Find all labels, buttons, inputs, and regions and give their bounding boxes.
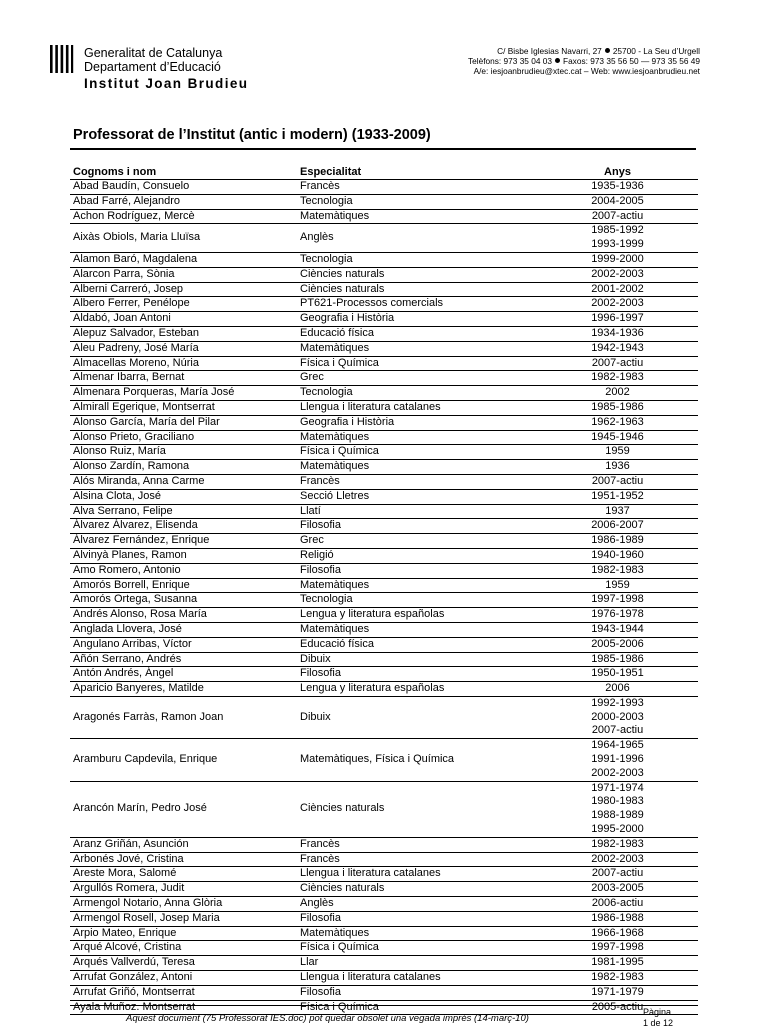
teacher-name: Alonso Prieto, Graciliano bbox=[70, 430, 297, 445]
teacher-name: Álvarez Álvarez, Elisenda bbox=[70, 519, 297, 534]
teacher-name: Aranz Griñán, Asunción bbox=[70, 837, 297, 852]
table-row bbox=[70, 911, 698, 926]
year-range: 2005-2006 bbox=[591, 637, 644, 650]
teacher-years bbox=[537, 739, 698, 781]
year-range: 1959 bbox=[605, 578, 630, 591]
teacher-name: Abad Farré, Alejandro bbox=[70, 194, 297, 209]
teacher-name: Andrés Alonso, Rosa María bbox=[70, 608, 297, 623]
table-row bbox=[70, 297, 698, 312]
teacher-years bbox=[537, 297, 698, 312]
year-range: 1982-1983 bbox=[591, 371, 644, 384]
teacher-years bbox=[537, 548, 698, 563]
teacher-specialty: Filosofia bbox=[297, 667, 537, 682]
teacher-name: Aldabó, Joan Antoni bbox=[70, 312, 297, 327]
year-range: 1943-1944 bbox=[591, 622, 644, 635]
teacher-specialty: Tecnologia bbox=[297, 194, 537, 209]
teacher-name: Alarcon Parra, Sònia bbox=[70, 267, 297, 282]
teacher-years bbox=[537, 267, 698, 282]
table-row bbox=[70, 267, 698, 282]
year-range: 1988-1989 bbox=[591, 809, 644, 822]
year-range: 1986-1989 bbox=[591, 534, 644, 547]
table-row bbox=[70, 941, 698, 956]
teacher-specialty: Lengua y literatura españolas bbox=[297, 682, 537, 697]
teacher-years bbox=[537, 400, 698, 415]
street-address: C/ Bisbe Iglesias Navarri, 27 bbox=[497, 46, 602, 56]
teacher-specialty: Tecnologia bbox=[297, 252, 537, 267]
table-row bbox=[70, 652, 698, 667]
table-row bbox=[70, 593, 698, 608]
year-range: 2007-actiu bbox=[591, 867, 644, 880]
year-range: 1980-1983 bbox=[591, 795, 644, 808]
fax-numbers: Faxos: 973 35 56 50 — 973 35 56 49 bbox=[563, 56, 700, 67]
teacher-specialty: Dibuix bbox=[297, 696, 537, 738]
table-row bbox=[70, 400, 698, 415]
teacher-years bbox=[537, 622, 698, 637]
teacher-name: Achon Rodríguez, Mercè bbox=[70, 209, 297, 224]
year-range: 2003-2005 bbox=[591, 882, 644, 895]
teacher-name: Arancón Marín, Pedro José bbox=[70, 781, 297, 837]
year-range: 1985-1986 bbox=[591, 400, 644, 413]
teacher-years bbox=[537, 867, 698, 882]
table-row bbox=[70, 341, 698, 356]
teacher-name: Álvarez Fernández, Enrique bbox=[70, 534, 297, 549]
teacher-specialty: Llengua i literatura catalanes bbox=[297, 867, 537, 882]
teacher-years bbox=[537, 209, 698, 224]
teacher-name: Albero Ferrer, Penélope bbox=[70, 297, 297, 312]
header-specialty: Especialitat bbox=[297, 165, 537, 180]
teacher-years bbox=[537, 882, 698, 897]
year-range: 1959 bbox=[605, 445, 630, 458]
year-range: 1937 bbox=[605, 504, 630, 517]
teacher-name: Alós Miranda, Anna Carme bbox=[70, 474, 297, 489]
table-row bbox=[70, 180, 698, 195]
teacher-specialty: Matemàtiques bbox=[297, 460, 537, 475]
teacher-specialty: Educació física bbox=[297, 637, 537, 652]
year-range: 2007-actiu bbox=[591, 356, 644, 369]
teacher-name: Arpio Mateo, Enrique bbox=[70, 926, 297, 941]
table-row bbox=[70, 971, 698, 986]
teacher-specialty: Llatí bbox=[297, 504, 537, 519]
year-range: 1962-1963 bbox=[591, 415, 644, 428]
table-row bbox=[70, 194, 698, 209]
teacher-name: Arrufat González, Antoni bbox=[70, 971, 297, 986]
teacher-specialty: Filosofia bbox=[297, 563, 537, 578]
year-range: 1996-1997 bbox=[591, 312, 644, 325]
year-range: 1986-1988 bbox=[591, 911, 644, 924]
table-row bbox=[70, 489, 698, 504]
teacher-years bbox=[537, 926, 698, 941]
teacher-specialty: Física i Química bbox=[297, 445, 537, 460]
year-range: 1985-1986 bbox=[591, 652, 644, 665]
footer-divider bbox=[70, 1005, 698, 1006]
teacher-name: Alonso Zardín, Ramona bbox=[70, 460, 297, 475]
teacher-years bbox=[537, 667, 698, 682]
header-name: Cognoms i nom bbox=[70, 165, 297, 180]
teacher-years bbox=[537, 637, 698, 652]
teacher-years bbox=[537, 504, 698, 519]
teacher-specialty: Ciències naturals bbox=[297, 882, 537, 897]
org-name: Generalitat de Catalunya bbox=[84, 46, 223, 60]
year-range: 1950-1951 bbox=[591, 667, 644, 680]
table-row bbox=[70, 460, 698, 475]
year-range: 1991-1996 bbox=[591, 753, 644, 766]
teacher-years bbox=[537, 534, 698, 549]
table-row bbox=[70, 667, 698, 682]
year-range: 2007-actiu bbox=[591, 209, 644, 222]
year-range: 1976-1978 bbox=[591, 608, 644, 621]
teacher-years bbox=[537, 578, 698, 593]
teacher-specialty: Grec bbox=[297, 534, 537, 549]
teacher-name: Almenar Ibarra, Bernat bbox=[70, 371, 297, 386]
teacher-name: Alberni Carreró, Josep bbox=[70, 282, 297, 297]
teacher-name: Areste Mora, Salomé bbox=[70, 867, 297, 882]
teacher-specialty: Francès bbox=[297, 180, 537, 195]
teacher-years bbox=[537, 985, 698, 1000]
teacher-name: Argullós Romera, Judit bbox=[70, 882, 297, 897]
teacher-name: Alsina Clota, José bbox=[70, 489, 297, 504]
teacher-specialty: Llar bbox=[297, 956, 537, 971]
year-range: 2006-2007 bbox=[591, 519, 644, 532]
year-range: 1982-1983 bbox=[591, 837, 644, 850]
year-range: 2002-2003 bbox=[591, 766, 644, 779]
teacher-name: Amorós Ortega, Susanna bbox=[70, 593, 297, 608]
teacher-years bbox=[537, 682, 698, 697]
teacher-name: Amo Romero, Antonio bbox=[70, 563, 297, 578]
teacher-name: Arrufat Griñó, Montserrat bbox=[70, 985, 297, 1000]
organization-block bbox=[84, 46, 248, 91]
teacher-years bbox=[537, 563, 698, 578]
teacher-specialty: Francès bbox=[297, 852, 537, 867]
page-label: Pàgina bbox=[643, 1007, 672, 1017]
bullet-icon bbox=[555, 58, 560, 63]
table-row bbox=[70, 474, 698, 489]
teacher-years bbox=[537, 911, 698, 926]
teacher-years bbox=[537, 852, 698, 867]
teacher-years bbox=[537, 430, 698, 445]
year-range: 2002-2003 bbox=[591, 852, 644, 865]
teacher-specialty: Tecnologia bbox=[297, 386, 537, 401]
table-row bbox=[70, 867, 698, 882]
teacher-specialty: Física i Química bbox=[297, 941, 537, 956]
table-header-row bbox=[70, 165, 698, 180]
teacher-specialty: Ciències naturals bbox=[297, 267, 537, 282]
table-row bbox=[70, 386, 698, 401]
table-row bbox=[70, 371, 698, 386]
teacher-years bbox=[537, 356, 698, 371]
year-range: 1934-1936 bbox=[591, 326, 644, 339]
table-row bbox=[70, 926, 698, 941]
teacher-name: Abad Baudín, Consuelo bbox=[70, 180, 297, 195]
table-row bbox=[70, 837, 698, 852]
teacher-name: Aixàs Obiols, Maria Lluïsa bbox=[70, 224, 297, 253]
teacher-years bbox=[537, 224, 698, 253]
table-row bbox=[70, 739, 698, 781]
table-row bbox=[70, 445, 698, 460]
teacher-specialty: Anglès bbox=[297, 224, 537, 253]
teacher-name: Anglada Llovera, José bbox=[70, 622, 297, 637]
teacher-specialty: Filosofia bbox=[297, 985, 537, 1000]
teacher-specialty: Secció Lletres bbox=[297, 489, 537, 504]
year-range: 1997-1998 bbox=[591, 941, 644, 954]
year-range: 1966-1968 bbox=[591, 926, 644, 939]
address-line bbox=[468, 46, 700, 56]
table-row bbox=[70, 882, 698, 897]
year-range: 2002 bbox=[605, 386, 630, 399]
year-range: 2006-actiu bbox=[591, 897, 644, 910]
teacher-years bbox=[537, 971, 698, 986]
year-range: 1995-2000 bbox=[591, 823, 644, 836]
teacher-specialty: Anglès bbox=[297, 897, 537, 912]
table-row bbox=[70, 519, 698, 534]
teacher-years bbox=[537, 519, 698, 534]
teacher-name: Aragonés Farràs, Ramon Joan bbox=[70, 696, 297, 738]
year-range: 2007-actiu bbox=[591, 474, 644, 487]
teacher-name: Aramburu Capdevila, Enrique bbox=[70, 739, 297, 781]
year-range: 1981-1995 bbox=[591, 956, 644, 969]
teacher-specialty: Filosofia bbox=[297, 911, 537, 926]
year-range: 1940-1960 bbox=[591, 548, 644, 561]
year-range: 2002-2003 bbox=[591, 297, 644, 310]
teacher-years bbox=[537, 474, 698, 489]
teacher-specialty: Física i Química bbox=[297, 356, 537, 371]
teacher-years bbox=[537, 460, 698, 475]
year-range: 2005-actiu bbox=[591, 1000, 644, 1013]
page-count: 1 de 12 bbox=[643, 1018, 674, 1028]
year-range: 2006 bbox=[605, 682, 630, 695]
teacher-specialty: Religió bbox=[297, 548, 537, 563]
teacher-years bbox=[537, 897, 698, 912]
teacher-years bbox=[537, 386, 698, 401]
page-number bbox=[643, 1007, 673, 1029]
table-row bbox=[70, 897, 698, 912]
teacher-specialty: Matemàtiques bbox=[297, 926, 537, 941]
teacher-years bbox=[537, 696, 698, 738]
teacher-years bbox=[537, 194, 698, 209]
year-range: 2000-2003 bbox=[591, 710, 644, 723]
phone-numbers: Telèfons: 973 35 04 03 bbox=[468, 56, 552, 67]
teacher-years bbox=[537, 1000, 698, 1015]
teacher-name: Antón Andrés, Ángel bbox=[70, 667, 297, 682]
page-title: Professorat de l’Institut (antic i modern) (1933-2009) bbox=[73, 127, 431, 143]
contact-block bbox=[468, 46, 700, 77]
table-row bbox=[70, 622, 698, 637]
year-range: 1982-1983 bbox=[591, 563, 644, 576]
teacher-specialty: PT621-Processos comercials bbox=[297, 297, 537, 312]
teacher-years bbox=[537, 956, 698, 971]
table-row bbox=[70, 326, 698, 341]
teacher-specialty: Llengua i literatura catalanes bbox=[297, 400, 537, 415]
bullet-icon bbox=[605, 48, 610, 53]
teacher-name: Aparicio Banyeres, Matilde bbox=[70, 682, 297, 697]
teacher-name: Armengol Rosell, Josep Maria bbox=[70, 911, 297, 926]
teacher-years bbox=[537, 371, 698, 386]
year-range: 1999-2000 bbox=[591, 252, 644, 265]
teacher-specialty: Matemàtiques bbox=[297, 209, 537, 224]
teacher-specialty: Filosofia bbox=[297, 519, 537, 534]
teacher-name: Alamon Baró, Magdalena bbox=[70, 252, 297, 267]
teacher-specialty: Ciències naturals bbox=[297, 781, 537, 837]
teacher-specialty: Física i Química bbox=[297, 1000, 537, 1015]
table-row bbox=[70, 563, 698, 578]
year-range: 1982-1983 bbox=[591, 971, 644, 984]
teacher-years bbox=[537, 180, 698, 195]
year-range: 1951-1952 bbox=[591, 489, 644, 502]
year-range: 2007-actiu bbox=[591, 724, 644, 737]
table-row bbox=[70, 548, 698, 563]
header-years: Anys bbox=[537, 165, 698, 180]
teacher-name: Alepuz Salvador, Esteban bbox=[70, 326, 297, 341]
teacher-specialty: Matemàtiques bbox=[297, 430, 537, 445]
teacher-specialty: Geografia i Història bbox=[297, 415, 537, 430]
phone-line bbox=[468, 56, 700, 66]
year-range: 1992-1993 bbox=[591, 696, 644, 709]
teacher-years bbox=[537, 608, 698, 623]
department-name: Departament d’Educació bbox=[84, 60, 221, 74]
teacher-specialty: Educació física bbox=[297, 326, 537, 341]
table-row bbox=[70, 956, 698, 971]
teacher-years bbox=[537, 312, 698, 327]
table-row bbox=[70, 608, 698, 623]
teacher-name: Alvinyà Planes, Ramon bbox=[70, 548, 297, 563]
teacher-name: Ayala Muñoz. Montserrat bbox=[70, 1000, 297, 1015]
title-divider bbox=[70, 148, 696, 150]
teacher-specialty: Francès bbox=[297, 837, 537, 852]
table-row bbox=[70, 252, 698, 267]
year-range: 1997-1998 bbox=[591, 593, 644, 606]
teacher-name: Alva Serrano, Felipe bbox=[70, 504, 297, 519]
teacher-years bbox=[537, 652, 698, 667]
teacher-years bbox=[537, 252, 698, 267]
year-range: 1964-1965 bbox=[591, 739, 644, 752]
teacher-specialty: Llengua i literatura catalanes bbox=[297, 971, 537, 986]
teacher-specialty: Dibuix bbox=[297, 652, 537, 667]
teacher-years bbox=[537, 415, 698, 430]
table-row bbox=[70, 534, 698, 549]
table-row bbox=[70, 224, 698, 253]
teacher-years bbox=[537, 941, 698, 956]
year-range: 1993-1999 bbox=[591, 238, 644, 251]
table-row bbox=[70, 578, 698, 593]
teacher-specialty: Tecnologia bbox=[297, 593, 537, 608]
year-range: 1935-1936 bbox=[591, 180, 644, 192]
table-row bbox=[70, 682, 698, 697]
teacher-specialty: Lengua y literatura españolas bbox=[297, 608, 537, 623]
teacher-name: Armengol Notario, Anna Glòria bbox=[70, 897, 297, 912]
table-row bbox=[70, 504, 698, 519]
teacher-name: Almacellas Moreno, Núria bbox=[70, 356, 297, 371]
teacher-years bbox=[537, 445, 698, 460]
table-row bbox=[70, 696, 698, 738]
teacher-years bbox=[537, 837, 698, 852]
teacher-name: Arqué Alcové, Cristina bbox=[70, 941, 297, 956]
teacher-name: Amorós Borrell, Enrique bbox=[70, 578, 297, 593]
table-row bbox=[70, 781, 698, 837]
school-name: Institut Joan Brudieu bbox=[84, 76, 249, 91]
year-range: 2004-2005 bbox=[591, 194, 644, 207]
teacher-specialty: Matemàtiques bbox=[297, 341, 537, 356]
teacher-specialty: Ciències naturals bbox=[297, 282, 537, 297]
table-row bbox=[70, 985, 698, 1000]
table-row bbox=[70, 637, 698, 652]
year-range: 1985-1992 bbox=[591, 224, 644, 237]
table-row bbox=[70, 356, 698, 371]
teacher-specialty: Grec bbox=[297, 371, 537, 386]
table-row bbox=[70, 852, 698, 867]
generalitat-logo-icon bbox=[48, 44, 74, 74]
email-web-line: A/e: iesjoanbrudieu@xtec.cat – Web: www.iesjoanbrudieu.net bbox=[473, 66, 700, 77]
staff-table bbox=[70, 165, 698, 1015]
teacher-name: Angulano Arribas, Víctor bbox=[70, 637, 297, 652]
teacher-years bbox=[537, 341, 698, 356]
teacher-years bbox=[537, 593, 698, 608]
year-range: 1971-1974 bbox=[591, 781, 644, 794]
teacher-specialty: Matemàtiques, Física i Química bbox=[297, 739, 537, 781]
teacher-specialty: Geografia i Història bbox=[297, 312, 537, 327]
teacher-specialty: Francès bbox=[297, 474, 537, 489]
teacher-name: Almenara Porqueras, María José bbox=[70, 386, 297, 401]
year-range: 1942-1943 bbox=[591, 341, 644, 354]
teacher-years bbox=[537, 326, 698, 341]
teacher-years bbox=[537, 781, 698, 837]
teacher-name: Arbonés Jové, Cristina bbox=[70, 852, 297, 867]
teacher-name: Alonso García, María del Pilar bbox=[70, 415, 297, 430]
teacher-name: Arqués Vallverdú, Teresa bbox=[70, 956, 297, 971]
year-range: 2001-2002 bbox=[591, 282, 644, 295]
teacher-name: Alonso Ruiz, María bbox=[70, 445, 297, 460]
teacher-years bbox=[537, 282, 698, 297]
table-row bbox=[70, 209, 698, 224]
year-range: 1945-1946 bbox=[591, 430, 644, 443]
year-range: 1971-1979 bbox=[591, 985, 644, 998]
teacher-specialty: Matemàtiques bbox=[297, 578, 537, 593]
teacher-years bbox=[537, 489, 698, 504]
year-range: 1936 bbox=[605, 460, 630, 473]
teacher-name: Aleu Padreny, José María bbox=[70, 341, 297, 356]
table-row bbox=[70, 282, 698, 297]
table-row bbox=[70, 312, 698, 327]
table-row bbox=[70, 415, 698, 430]
city-address: 25700 - La Seu d’Urgell bbox=[612, 46, 700, 56]
year-range: 2002-2003 bbox=[591, 267, 644, 280]
teacher-name: Almirall Egerique, Montserrat bbox=[70, 400, 297, 415]
teacher-specialty: Matemàtiques bbox=[297, 622, 537, 637]
footer-note: Aquest document (75 Professorat IES.doc) pot quedar obsolet una vegada imprès (14-març-10) bbox=[126, 1013, 529, 1024]
teacher-name: Añón Serrano, Andrés bbox=[70, 652, 297, 667]
table-row bbox=[70, 430, 698, 445]
